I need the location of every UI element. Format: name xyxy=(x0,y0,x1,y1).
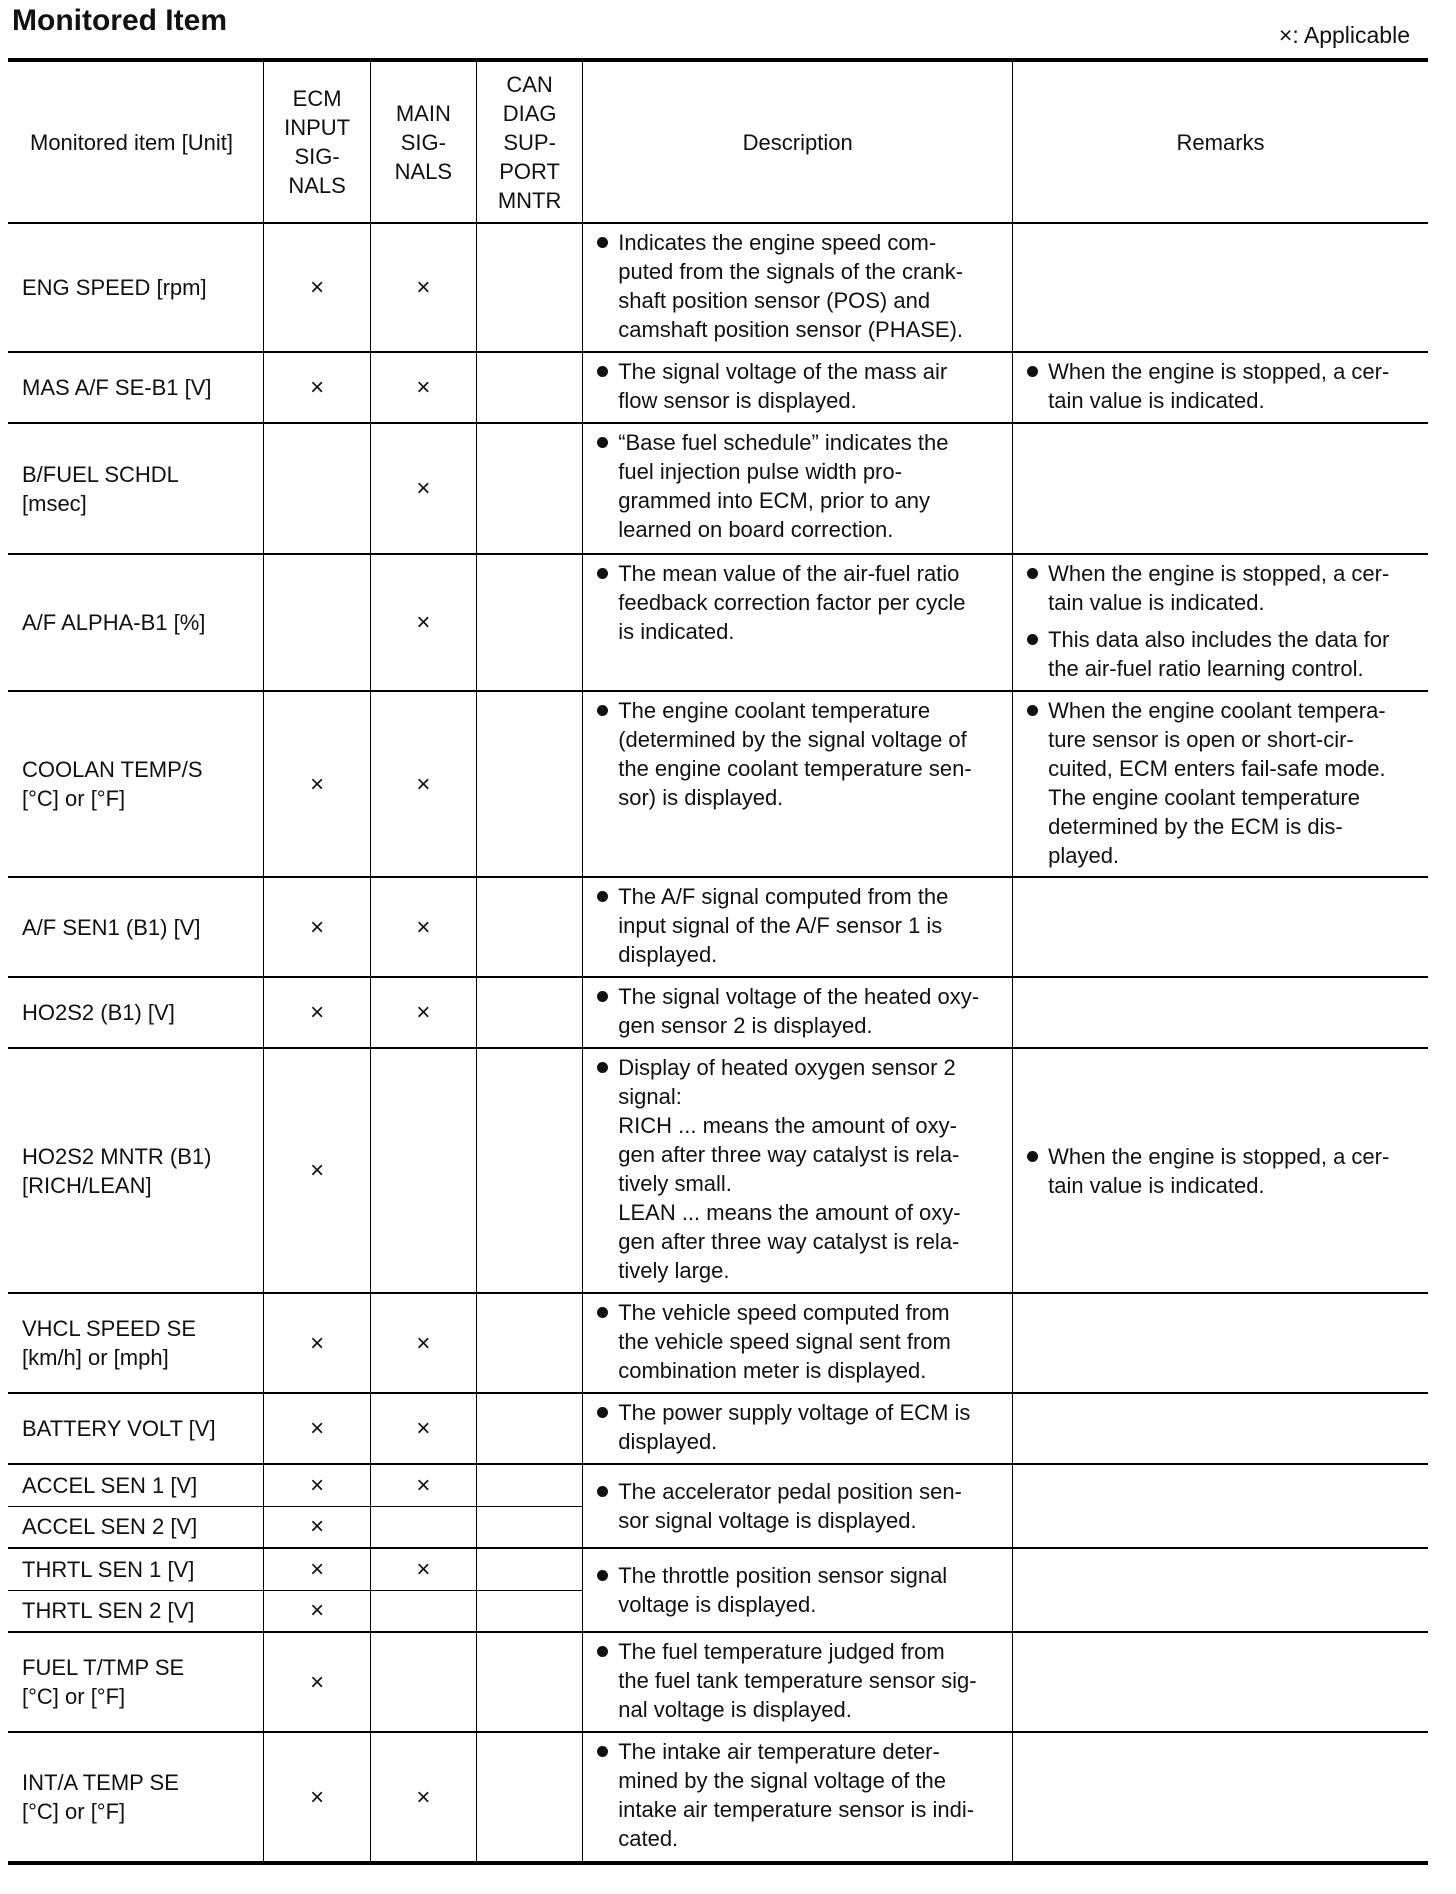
description-bullet xyxy=(597,1477,1004,1535)
bullet-icon xyxy=(1027,568,1038,579)
description-cell xyxy=(583,423,1013,554)
main-signal-mark: × xyxy=(370,1393,476,1464)
remarks-cell xyxy=(1013,223,1428,352)
monitored-item-label: THRTL SEN 2 [V] xyxy=(22,1598,195,1624)
bullet-text: The power supply voltage of ECM is displayed. xyxy=(618,1400,971,1454)
description-bullet xyxy=(597,428,1004,544)
ecm-input-mark: × xyxy=(264,223,370,352)
can-diag-mark xyxy=(476,1548,582,1590)
description-bullet xyxy=(597,1561,1004,1619)
ecm-input-mark: × xyxy=(264,877,370,977)
main-signal-mark: × xyxy=(370,1548,476,1590)
ecm-input-mark xyxy=(264,554,370,691)
bullet-text: Display of heated oxygen sensor 2 signal: RICH ... means the amount of oxy- gen after three way catalyst is rela- tively small. LEAN ... means the amount of oxy- gen after three way catalyst is rela- tively large. xyxy=(618,1055,961,1283)
bullet-icon xyxy=(597,1307,608,1318)
monitored-item-cell xyxy=(8,554,264,691)
ecm-input-mark: × xyxy=(264,352,370,423)
bullet-text: “Base fuel schedule” indicates the fuel injection pulse width pro- grammed into ECM, prior to any learned on board correction. xyxy=(618,430,949,542)
bullet-icon xyxy=(597,1646,608,1657)
bullet-text: When the engine coolant tempera- ture sensor is open or short-cir- cuited, ECM enters fail-safe mode. The engine coolant temperature determined by the ECM is dis- played. xyxy=(1048,698,1386,868)
bullet-icon xyxy=(1027,1151,1038,1162)
bullet-text: The mean value of the air-fuel ratio feedback correction factor per cycle is indicated. xyxy=(618,561,966,644)
monitored-item-label: THRTL SEN 1 [V] xyxy=(22,1556,195,1582)
description-cell xyxy=(583,1464,1013,1548)
ecm-input-mark: × xyxy=(264,1590,370,1632)
can-diag-mark xyxy=(476,223,582,352)
bullet-text: The throttle position sensor signal voltage is displayed. xyxy=(618,1563,948,1617)
table-row xyxy=(8,1464,1428,1506)
bullet-icon xyxy=(597,991,608,1002)
can-diag-mark xyxy=(476,977,582,1048)
bullet-text: The accelerator pedal position sen- sor signal voltage is displayed. xyxy=(618,1479,962,1533)
description-bullet xyxy=(597,1637,1004,1724)
monitored-item-label: VHCL SPEED SE [km/h] or [mph] xyxy=(22,1316,197,1370)
monitored-item-label: A/F SEN1 (B1) [V] xyxy=(22,914,201,940)
main-signal-mark: × xyxy=(370,423,476,554)
page-title: Monitored Item xyxy=(12,4,227,37)
monitored-item-table xyxy=(8,62,1428,1861)
header-ecm-input-signals: ECM INPUT SIG- NALS xyxy=(264,62,370,223)
ecm-input-mark: × xyxy=(264,1464,370,1506)
description-cell xyxy=(583,1732,1013,1861)
can-diag-mark xyxy=(476,1732,582,1861)
main-signal-mark: × xyxy=(370,877,476,977)
can-diag-mark xyxy=(476,1632,582,1732)
remarks-cell xyxy=(1013,352,1428,423)
table-row xyxy=(8,1548,1428,1590)
can-diag-mark xyxy=(476,1393,582,1464)
table-row xyxy=(8,877,1428,977)
table-row xyxy=(8,1732,1428,1861)
remarks-cell xyxy=(1013,1732,1428,1861)
remarks-cell xyxy=(1013,423,1428,554)
monitored-item-label: ACCEL SEN 1 [V] xyxy=(22,1472,198,1498)
description-cell xyxy=(583,691,1013,877)
header-can-diag-support-mntr: CAN DIAG SUP- PORT MNTR xyxy=(476,62,582,223)
bullet-text: The intake air temperature deter- mined by the signal voltage of the intake air temperature sensor is indi- cated. xyxy=(618,1739,975,1851)
header-monitored-item: Monitored item [Unit] xyxy=(8,62,264,223)
can-diag-mark xyxy=(476,352,582,423)
remarks-cell xyxy=(1013,554,1428,691)
remark-bullet xyxy=(1027,357,1420,415)
remarks-cell xyxy=(1013,1393,1428,1464)
can-diag-mark xyxy=(476,1506,582,1548)
description-bullet xyxy=(597,1053,1004,1285)
remark-bullet xyxy=(1027,559,1420,617)
monitored-item-label: A/F ALPHA-B1 [%] xyxy=(22,610,206,635)
description-cell xyxy=(583,1048,1013,1293)
description-cell xyxy=(583,1548,1013,1632)
remarks-cell xyxy=(1013,1632,1428,1732)
description-bullet xyxy=(597,357,1004,415)
main-signal-mark xyxy=(370,1048,476,1293)
remarks-cell xyxy=(1013,1048,1428,1293)
bullet-text: When the engine is stopped, a cer- tain value is indicated. xyxy=(1048,561,1390,615)
monitored-item-label: BATTERY VOLT [V] xyxy=(22,1416,216,1441)
bullet-text: When the engine is stopped, a cer- tain value is indicated. xyxy=(1048,1143,1390,1198)
table-row xyxy=(8,352,1428,423)
table-row xyxy=(8,423,1428,554)
bullet-icon xyxy=(1027,705,1038,716)
description-cell xyxy=(583,223,1013,352)
remark-bullet xyxy=(1027,625,1420,683)
monitored-item-cell xyxy=(8,1548,264,1590)
can-diag-mark xyxy=(476,554,582,691)
main-signal-mark xyxy=(370,1632,476,1732)
ecm-input-mark: × xyxy=(264,1293,370,1393)
table-row xyxy=(8,1293,1428,1393)
monitored-item-cell xyxy=(8,691,264,877)
remarks-cell xyxy=(1013,877,1428,977)
bullet-text: Indicates the engine speed com- puted from the signals of the crank- shaft position sensor (POS) and camshaft position sensor (PHASE). xyxy=(618,230,964,342)
header-row xyxy=(8,62,1428,223)
remarks-cell xyxy=(1013,691,1428,877)
description-bullet xyxy=(597,1298,1004,1385)
monitored-item-cell xyxy=(8,423,264,554)
description-cell xyxy=(583,877,1013,977)
remark-bullet xyxy=(1027,1142,1420,1200)
monitored-item-cell xyxy=(8,352,264,423)
monitored-item-cell xyxy=(8,223,264,352)
bullet-text: The signal voltage of the heated oxy- gen sensor 2 is displayed. xyxy=(618,984,980,1038)
bullet-text: This data also includes the data for the air-fuel ratio learning control. xyxy=(1048,627,1390,681)
description-bullet xyxy=(597,1737,1004,1853)
monitored-item-label: MAS A/F SE-B1 [V] xyxy=(22,375,212,400)
ecm-input-mark xyxy=(264,423,370,554)
remarks-cell xyxy=(1013,1464,1428,1548)
remarks-cell xyxy=(1013,1548,1428,1632)
bullet-icon xyxy=(597,1570,608,1581)
bullet-icon xyxy=(597,568,608,579)
monitored-item-cell xyxy=(8,1506,264,1548)
table-row xyxy=(8,1632,1428,1732)
table-row xyxy=(8,223,1428,352)
monitored-item-table-wrapper xyxy=(8,58,1428,1865)
ecm-input-mark: × xyxy=(264,977,370,1048)
table-row xyxy=(8,691,1428,877)
main-signal-mark: × xyxy=(370,352,476,423)
can-diag-mark xyxy=(476,1048,582,1293)
main-signal-mark xyxy=(370,1590,476,1632)
bullet-icon xyxy=(597,366,608,377)
can-diag-mark xyxy=(476,1464,582,1506)
bullet-icon xyxy=(597,1407,608,1418)
description-cell xyxy=(583,1293,1013,1393)
can-diag-mark xyxy=(476,1590,582,1632)
bullet-icon xyxy=(597,437,608,448)
applicable-legend: ×: Applicable xyxy=(1278,22,1410,48)
can-diag-mark xyxy=(476,691,582,877)
ecm-input-mark: × xyxy=(264,1548,370,1590)
bullet-text: The fuel temperature judged from the fuel tank temperature sensor sig- nal voltage is displayed. xyxy=(618,1639,977,1722)
main-signal-mark xyxy=(370,1506,476,1548)
bullet-icon xyxy=(597,237,608,248)
description-cell xyxy=(583,1393,1013,1464)
remark-bullet xyxy=(1027,696,1420,870)
description-cell xyxy=(583,977,1013,1048)
monitored-item-cell xyxy=(8,1590,264,1632)
ecm-input-mark: × xyxy=(264,1393,370,1464)
remarks-cell xyxy=(1013,1293,1428,1393)
monitored-item-cell xyxy=(8,877,264,977)
bullet-text: The vehicle speed computed from the vehicle speed signal sent from combination meter is displayed. xyxy=(618,1300,951,1383)
bullet-text: The signal voltage of the mass air flow sensor is displayed. xyxy=(618,359,948,413)
table-row xyxy=(8,1048,1428,1293)
description-cell xyxy=(583,1632,1013,1732)
bullet-icon xyxy=(597,1062,608,1073)
description-bullet xyxy=(597,228,1004,344)
main-signal-mark: × xyxy=(370,977,476,1048)
monitored-item-cell xyxy=(8,1732,264,1861)
ecm-input-mark: × xyxy=(264,1048,370,1293)
bullet-icon xyxy=(1027,634,1038,645)
main-signal-mark: × xyxy=(370,1464,476,1506)
monitored-item-label: FUEL T/TMP SE [°C] or [°F] xyxy=(22,1655,185,1709)
remarks-cell xyxy=(1013,977,1428,1048)
can-diag-mark xyxy=(476,877,582,977)
bullet-icon xyxy=(597,1746,608,1757)
monitored-item-cell xyxy=(8,1293,264,1393)
main-signal-mark: × xyxy=(370,223,476,352)
monitored-item-label: ENG SPEED [rpm] xyxy=(22,275,207,300)
main-signal-mark: × xyxy=(370,1732,476,1861)
main-signal-mark: × xyxy=(370,691,476,877)
can-diag-mark xyxy=(476,1293,582,1393)
description-bullet xyxy=(597,696,1004,812)
ecm-input-mark: × xyxy=(264,1506,370,1548)
description-bullet xyxy=(597,882,1004,969)
monitored-item-label: ACCEL SEN 2 [V] xyxy=(22,1514,198,1540)
monitored-item-cell xyxy=(8,1048,264,1293)
monitored-item-label: HO2S2 MNTR (B1) [RICH/LEAN] xyxy=(22,1143,212,1198)
table-row xyxy=(8,977,1428,1048)
main-signal-mark: × xyxy=(370,554,476,691)
header-description: Description xyxy=(583,62,1013,223)
ecm-input-mark: × xyxy=(264,1632,370,1732)
description-bullet xyxy=(597,1398,1004,1456)
table-row xyxy=(8,554,1428,691)
monitored-item-label: HO2S2 (B1) [V] xyxy=(22,1000,175,1025)
description-cell xyxy=(583,554,1013,691)
bullet-icon xyxy=(1027,366,1038,377)
bullet-icon xyxy=(597,1486,608,1497)
monitored-item-cell xyxy=(8,1393,264,1464)
monitored-item-cell xyxy=(8,977,264,1048)
monitored-item-label: COOLAN TEMP/S [°C] or [°F] xyxy=(22,757,203,811)
bullet-icon xyxy=(597,891,608,902)
monitored-item-label: B/FUEL SCHDL [msec] xyxy=(22,461,179,516)
monitored-item-cell xyxy=(8,1464,264,1506)
can-diag-mark xyxy=(476,423,582,554)
table-row xyxy=(8,1393,1428,1464)
description-bullet xyxy=(597,559,1004,646)
ecm-input-mark: × xyxy=(264,691,370,877)
ecm-input-mark: × xyxy=(264,1732,370,1861)
monitored-item-cell xyxy=(8,1632,264,1732)
bullet-icon xyxy=(597,705,608,716)
bullet-text: When the engine is stopped, a cer- tain value is indicated. xyxy=(1048,359,1390,413)
bullet-text: The engine coolant temperature (determined by the signal voltage of the engine coolant temperature sen- sor) is displayed. xyxy=(618,698,972,810)
header-main-signals: MAIN SIG- NALS xyxy=(370,62,476,223)
description-cell xyxy=(583,352,1013,423)
description-bullet xyxy=(597,982,1004,1040)
main-signal-mark: × xyxy=(370,1293,476,1393)
header-remarks: Remarks xyxy=(1013,62,1428,223)
bullet-text: The A/F signal computed from the input signal of the A/F sensor 1 is displayed. xyxy=(618,884,949,967)
monitored-item-label: INT/A TEMP SE [°C] or [°F] xyxy=(22,1770,179,1824)
